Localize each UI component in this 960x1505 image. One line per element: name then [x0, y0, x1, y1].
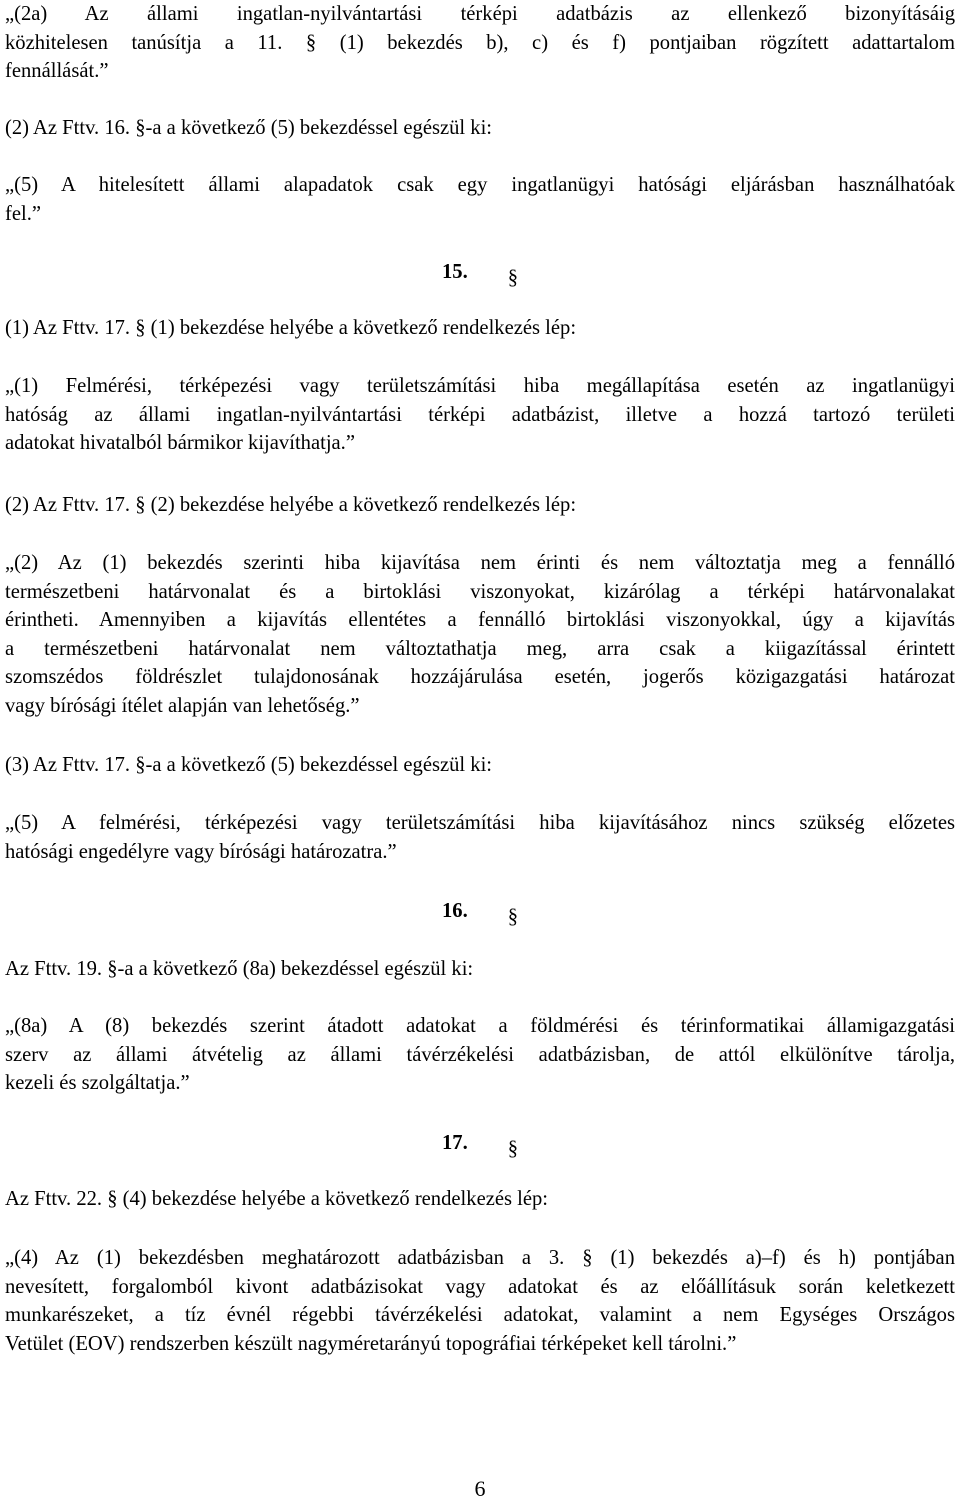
amendment-quote-4 [5, 1244, 955, 1358]
text-line: természetbeni határvonalat és a birtoklási viszonyokat, kizárólag a térképi határvonalakat [5, 580, 955, 603]
amendment-quote-8a [5, 1012, 955, 1098]
amendment-quote-1 [5, 372, 955, 458]
section-sign: § [507, 1138, 519, 1160]
amendment-intro [5, 955, 955, 984]
text-line: Az Fttv. 22. § (4) bekezdése helyébe a következő rendelkezés lép: [5, 1188, 549, 1210]
amendment-quote-5 [5, 171, 955, 228]
amendment-quote-2 [5, 549, 955, 720]
text-line: (1) Az Fttv. 17. § (1) bekezdése helyébe a következő rendelkezés lép: [5, 317, 577, 339]
text-line: „(4) Az (1) bekezdésben meghatározott adatbázisban a 3. § (1) bekezdés a)–f) és h) pontjában [5, 1247, 955, 1269]
amendment-intro [5, 491, 955, 520]
text-line: Az Fttv. 19. §-a a következő (8a) bekezdéssel egészül ki: [5, 958, 474, 980]
text-line: a természetbeni határvonalat nem változtathatja meg, arra csak a kiigazítással érintett [5, 637, 955, 660]
section-heading-17 [5, 1129, 955, 1160]
text-line: fel.” [5, 202, 42, 225]
text-line: „(8a) A (8) bekezdés szerint átadott adatokat a földmérési és térinformatikai államigazgatási [5, 1015, 955, 1037]
text-line: adatokat hivatalból bármikor kijavíthatja.” [5, 432, 355, 454]
text-line: hatóság az állami ingatlan-nyilvántartási térképi adatbázist, illetve a hozzá tartozó területi [5, 403, 955, 426]
text-line: fennállását.” [5, 60, 109, 82]
text-line: szomszédos földrészlet tulajdonosának hozzájárulása esetén, jogerős közigazgatási határozat [5, 666, 955, 688]
amendment-intro [5, 314, 955, 343]
text-line: Vetület (EOV) rendszerben készült nagyméretarányú topográfiai térképeket kell tárolni.” [5, 1332, 737, 1355]
text-line: érintheti. Amennyiben a kijavítás ellentétes a fennálló birtoklási viszonyokkal, úgy a kijavítás [5, 609, 955, 631]
text-line: vagy bírósági ítélet alapján van lehetőség.” [5, 694, 360, 717]
text-line: „(2) Az (1) bekezdés szerinti hiba kijavítása nem érinti és nem változtatja meg a fennálló [5, 552, 955, 574]
document-page [5, 0, 955, 1505]
section-heading-15 [5, 258, 955, 289]
text-line: (3) Az Fttv. 17. §-a a következő (5) bekezdéssel egészül ki: [5, 754, 493, 776]
amendment-intro [5, 114, 955, 143]
text-line: nevesített, forgalomból kivont adatbázisokat vagy adatokat és az előállításuk során keletkezett [5, 1275, 955, 1298]
amendment-intro [5, 1185, 955, 1214]
text-line: „(5) A felmérési, térképezési vagy területszámítási hiba kijavításához nincs szükség előzetes [5, 812, 955, 834]
text-line: „(1) Felmérési, térképezési vagy területszámítási hiba megállapítása esetén az ingatlanügyi [5, 375, 955, 397]
text-line: közhitelesen tanúsítja a 11. § (1) bekezdés b), c) és f) pontjaiban rögzített adattartalom [5, 31, 955, 54]
section-number: 15. [441, 261, 468, 283]
text-line: hatósági engedélyre vagy bírósági határozatra.” [5, 840, 397, 863]
text-line: szerv az állami átvételig az állami távérzékelési adatbázisban, de attól elkülönítve tárolja, [5, 1043, 955, 1066]
amendment-quote-5 [5, 809, 955, 866]
text-line: munkarészeket, a tíz évnél régebbi távérzékelési adatokat, valamint a nem Egységes Országos [5, 1304, 955, 1326]
text-line: (2) Az Fttv. 17. § (2) bekezdése helyébe a következő rendelkezés lép: [5, 494, 577, 516]
text-line: „(2a) Az állami ingatlan-nyilvántartási térképi adatbázis az ellenkező bizonyításáig [5, 3, 955, 25]
section-sign: § [507, 906, 519, 928]
text-line: kezeli és szolgáltatja.” [5, 1072, 190, 1094]
section-number: 17. [441, 1132, 468, 1154]
page-number: 6 [474, 1476, 486, 1501]
section-heading-16 [5, 897, 955, 928]
section-number: 16. [441, 900, 468, 922]
amendment-intro [5, 751, 955, 780]
text-line: (2) Az Fttv. 16. §-a a következő (5) bekezdéssel egészül ki: [5, 117, 493, 139]
amendment-quote-2a [5, 0, 955, 86]
section-sign: § [507, 267, 519, 289]
text-line: „(5) A hitelesített állami alapadatok csak egy ingatlanügyi hatósági eljárásban használhatóak [5, 174, 955, 196]
